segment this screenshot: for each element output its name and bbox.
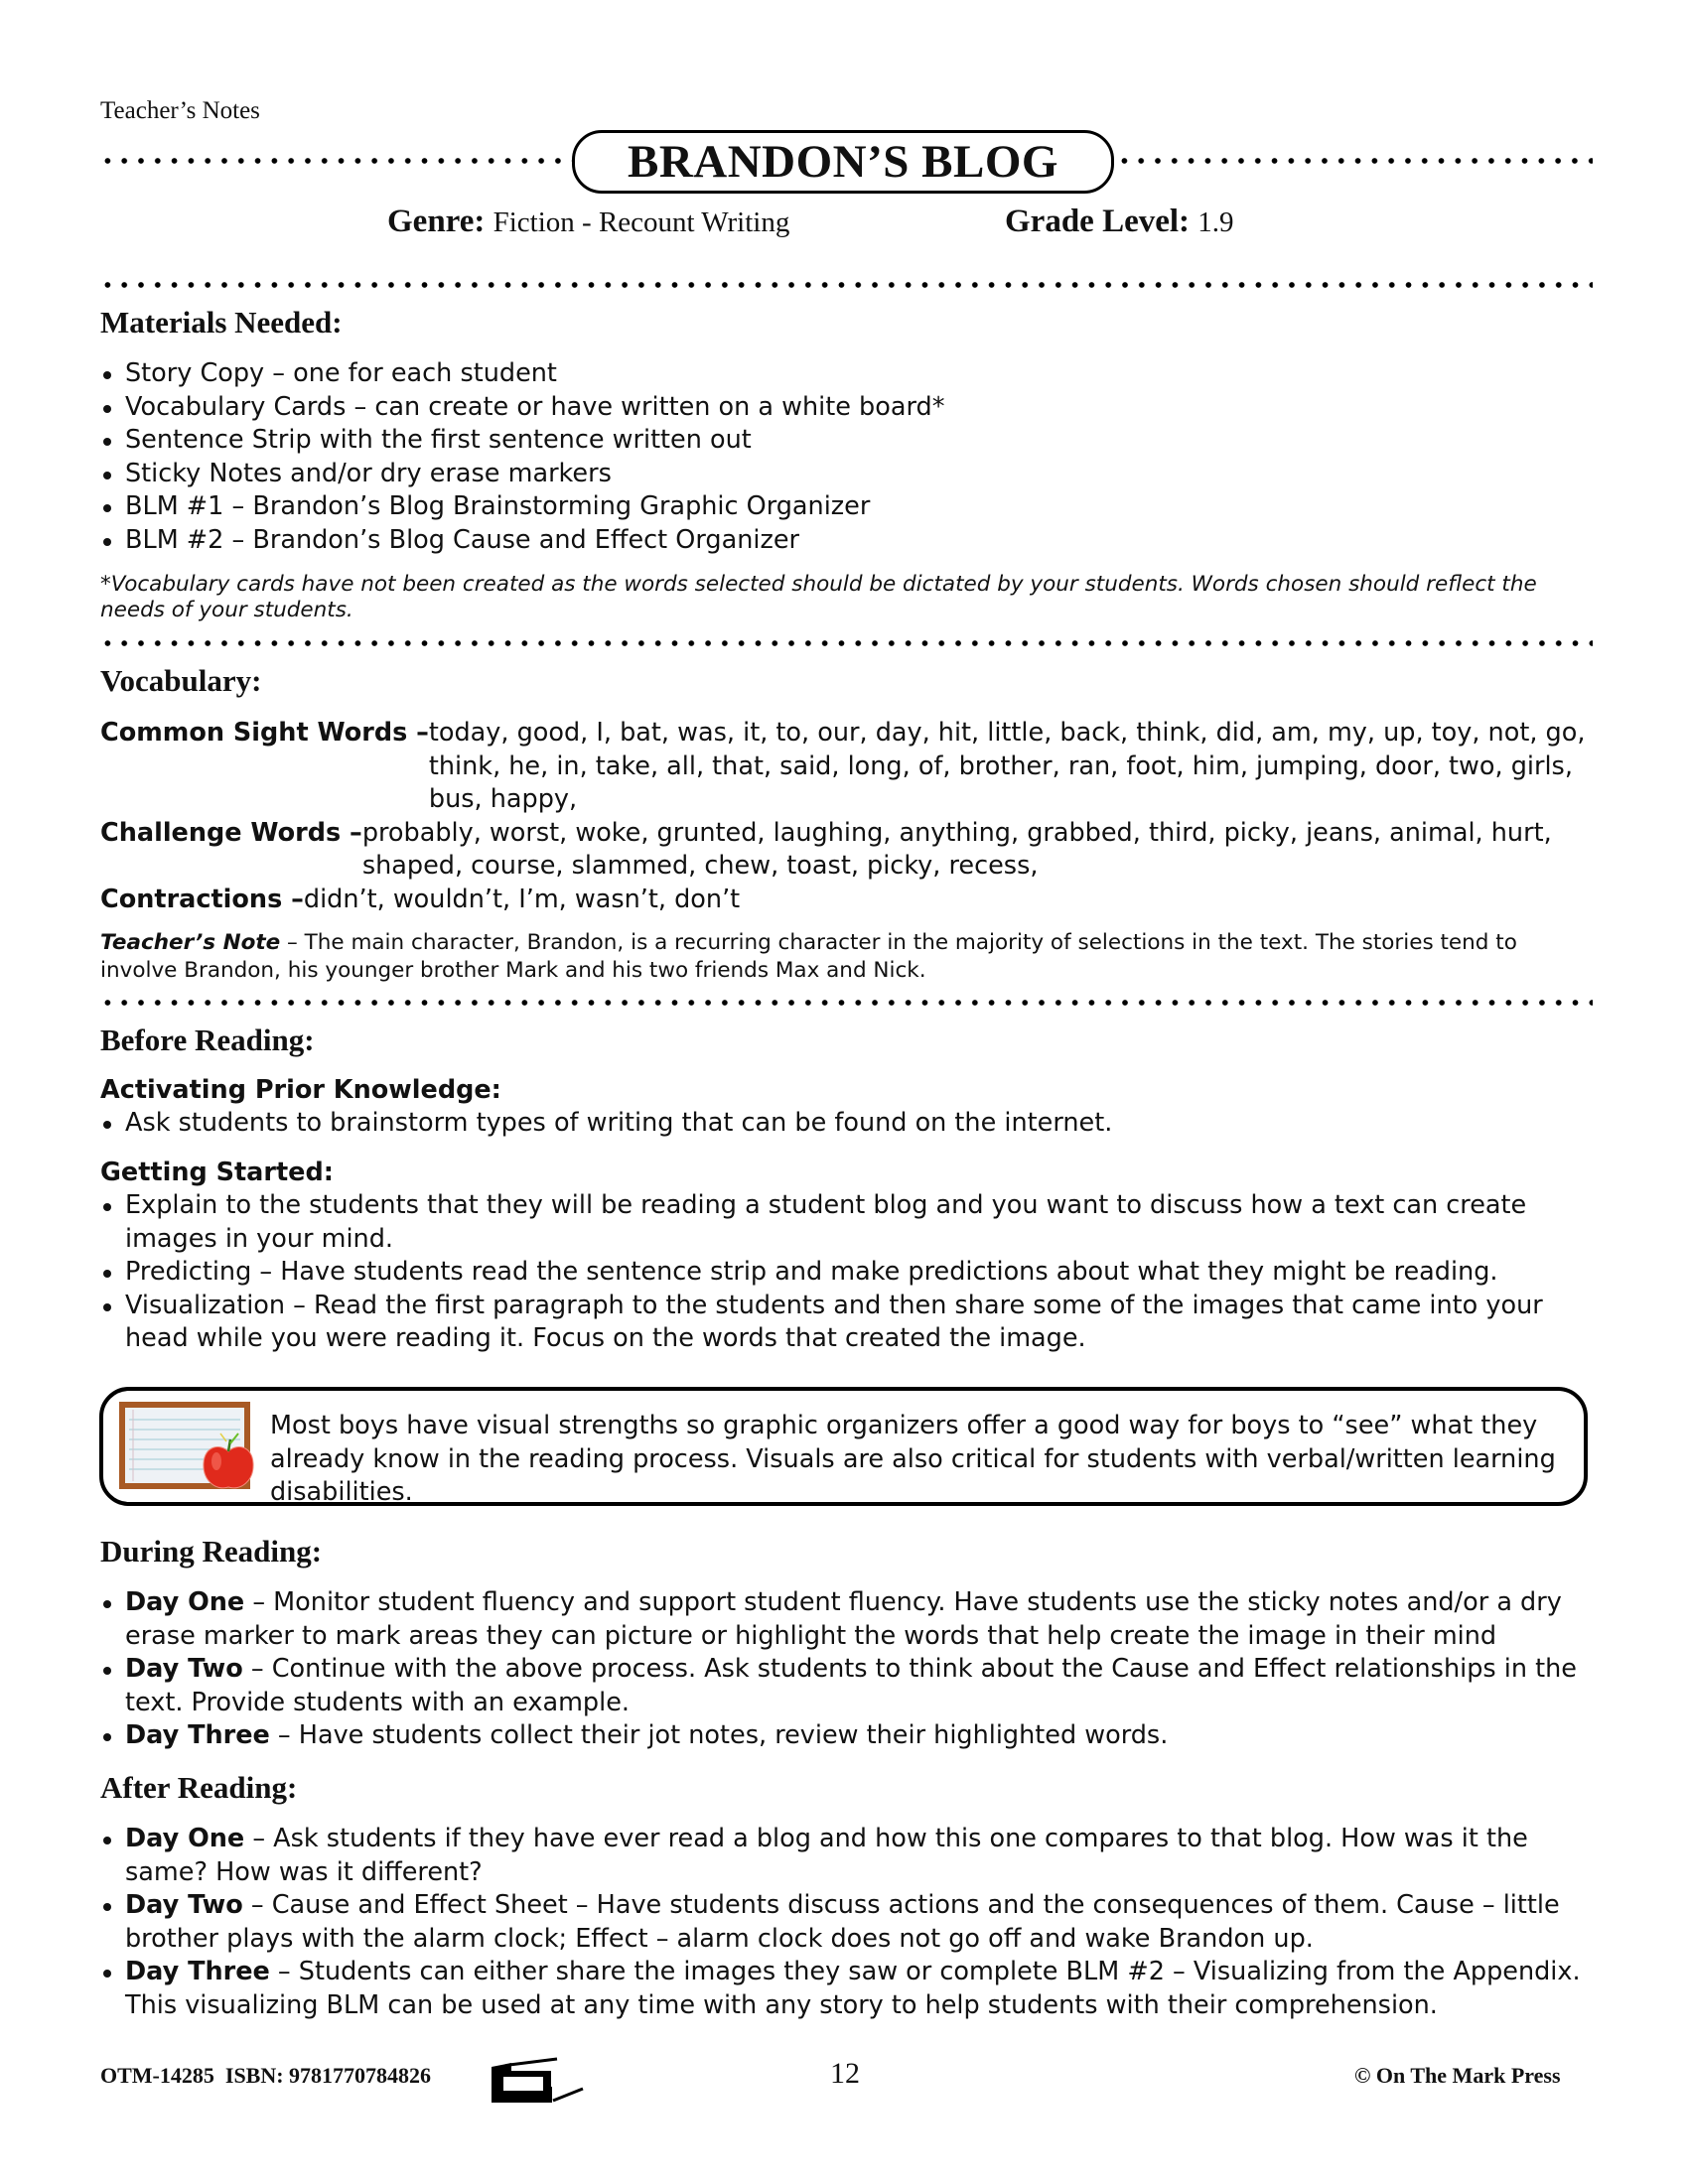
vocab-words: today, good, I, bat, was, it, to, our, day, hit, little, back, think, did, am, my, up, toy, not, go, think, he, in, take, all, that, said, long, of, brother, ran, foot, him, jumping, door, two, girls, bus, happy, <box>428 718 1586 814</box>
list-item: Sticky Notes and/or dry erase markers <box>100 458 1590 491</box>
subheading-activating-prior-knowledge: Activating Prior Knowledge: <box>100 1075 501 1105</box>
genre-label: Genre: <box>387 204 486 239</box>
photocopier-icon <box>490 2057 589 2105</box>
list-item: Predicting – Have students read the sentence strip and make predictions about what they might be reading. <box>100 1256 1600 1290</box>
activating-list <box>100 1107 1590 1141</box>
divider-dotted <box>1116 158 1593 164</box>
day-label: Day Two <box>125 1890 243 1920</box>
section-heading-during-reading: During Reading: <box>100 1534 323 1569</box>
list-item <box>100 1653 1600 1719</box>
vocab-row-sight-words <box>100 717 1600 817</box>
vocab-row-challenge-words <box>100 817 1600 884</box>
tip-callout-text: Most boys have visual strengths so graphic organizers offer a good way for boys to “see” what they already know in the reading process. Visuals are also critical for students with verbal/written learning disabilities. <box>270 1411 1556 1507</box>
section-heading-materials: Materials Needed: <box>100 305 343 340</box>
list-item: Ask students to brainstorm types of writing that can be found on the internet. <box>100 1107 1590 1141</box>
day-text: – Students can either share the images they saw or complete BLM #2 – Visualizing from the Appendix. This visualizing BLM can be used at any time with any story to help students with their comprehension. <box>125 1957 1581 2020</box>
vocab-label: Common Sight Words – <box>100 718 429 748</box>
day-label: Day Two <box>125 1654 243 1684</box>
list-item: BLM #1 – Brandon’s Blog Brainstorming Graphic Organizer <box>100 490 1590 524</box>
list-item <box>100 1719 1600 1753</box>
teacher-note-text: – The main character, Brandon, is a recurring character in the majority of selections in the text. The stories tend to involve Brandon, his younger brother Mark and his two friends Max and Nick. <box>100 930 1517 983</box>
genre-value: Fiction - Recount Writing <box>492 206 790 238</box>
vocab-words: probably, worst, woke, grunted, laughing, anything, grabbed, third, picky, jeans, animal, hurt, shaped, course, slammed, chew, toast, picky, recess, <box>361 817 1552 881</box>
teacher-note <box>100 929 1590 985</box>
footer-copyright: © On The Mark Press <box>1354 2063 1561 2088</box>
section-heading-vocabulary: Vocabulary: <box>100 663 262 698</box>
list-item <box>100 1889 1600 1956</box>
list-item: Sentence Strip with the first sentence written out <box>100 424 1590 458</box>
day-text: – Cause and Effect Sheet – Have students discuss actions and the consequences of them. Cause – little brother plays with the alarm clock; Effect – alarm clock does not go off and wake Brandon up. <box>125 1890 1560 1954</box>
list-item <box>100 1823 1600 1889</box>
divider-dotted <box>99 158 572 164</box>
section-heading-before-reading: Before Reading: <box>100 1023 315 1057</box>
day-text: – Have students collect their jot notes, review their highlighted words. <box>269 1720 1169 1750</box>
after-reading-list <box>100 1823 1600 2022</box>
day-text: – Ask students if they have ever read a blog and how this one compares to that blog. How was it the same? How was it different? <box>125 1824 1528 1887</box>
day-text: – Monitor student fluency and support student fluency. Have students use the sticky notes and/or a dry erase marker to mark areas they can picture or highlight the words that help create the image in their mind <box>125 1587 1562 1651</box>
day-label: Day One <box>125 1824 245 1853</box>
divider-dotted <box>99 640 1593 646</box>
list-item <box>100 1586 1600 1653</box>
notepad-apple-icon <box>117 1400 264 1495</box>
vocab-words: didn’t, wouldn’t, I’m, wasn’t, don’t <box>303 884 741 914</box>
day-label: Day Three <box>125 1957 270 1986</box>
materials-list <box>100 357 1590 557</box>
vocab-label: Challenge Words – <box>100 817 362 848</box>
section-heading-after-reading: After Reading: <box>100 1770 298 1805</box>
page-number: 12 <box>830 2057 860 2090</box>
day-text: – Continue with the above process. Ask students to think about the Cause and Effect relationships in the text. Provide students with an example. <box>125 1654 1577 1717</box>
footer-product-code: OTM-14285 ISBN: 9781770784826 <box>100 2063 432 2088</box>
day-label: Day One <box>125 1587 245 1617</box>
vocab-label: Contractions – <box>100 884 304 914</box>
grade-label: Grade Level: <box>1005 204 1191 239</box>
list-item: Vocabulary Cards – can create or have written on a white board* <box>100 391 1590 425</box>
divider-dotted <box>99 1000 1593 1006</box>
materials-footnote: *Vocabulary cards have not been created as the words selected should be dictated by your students. Words chosen should reflect the needs of your students. <box>100 572 1537 622</box>
page-title: BRANDON’S BLOG <box>572 130 1114 194</box>
list-item: BLM #2 – Brandon’s Blog Cause and Effect Organizer <box>100 524 1590 558</box>
divider-dotted <box>99 282 1593 288</box>
grade-line <box>1005 204 1234 240</box>
getting-started-list <box>100 1189 1600 1356</box>
list-item: Story Copy – one for each student <box>100 357 1590 391</box>
running-head: Teacher’s Notes <box>100 97 260 124</box>
during-reading-list <box>100 1586 1600 1753</box>
list-item: Visualization – Read the first paragraph to the students and then share some of the images that came into your head while you were reading it. Focus on the words that created the image. <box>100 1290 1600 1356</box>
list-item <box>100 1956 1600 2022</box>
vocab-row-contractions <box>100 884 1600 917</box>
list-item: Explain to the students that they will be reading a student blog and you want to discuss how a text can create images in your mind. <box>100 1189 1600 1256</box>
subheading-getting-started: Getting Started: <box>100 1158 334 1187</box>
vocabulary-block <box>100 717 1600 916</box>
genre-line <box>387 204 789 240</box>
day-label: Day Three <box>125 1720 270 1750</box>
teacher-note-label: Teacher’s Note <box>100 930 281 955</box>
grade-value: 1.9 <box>1197 206 1234 238</box>
